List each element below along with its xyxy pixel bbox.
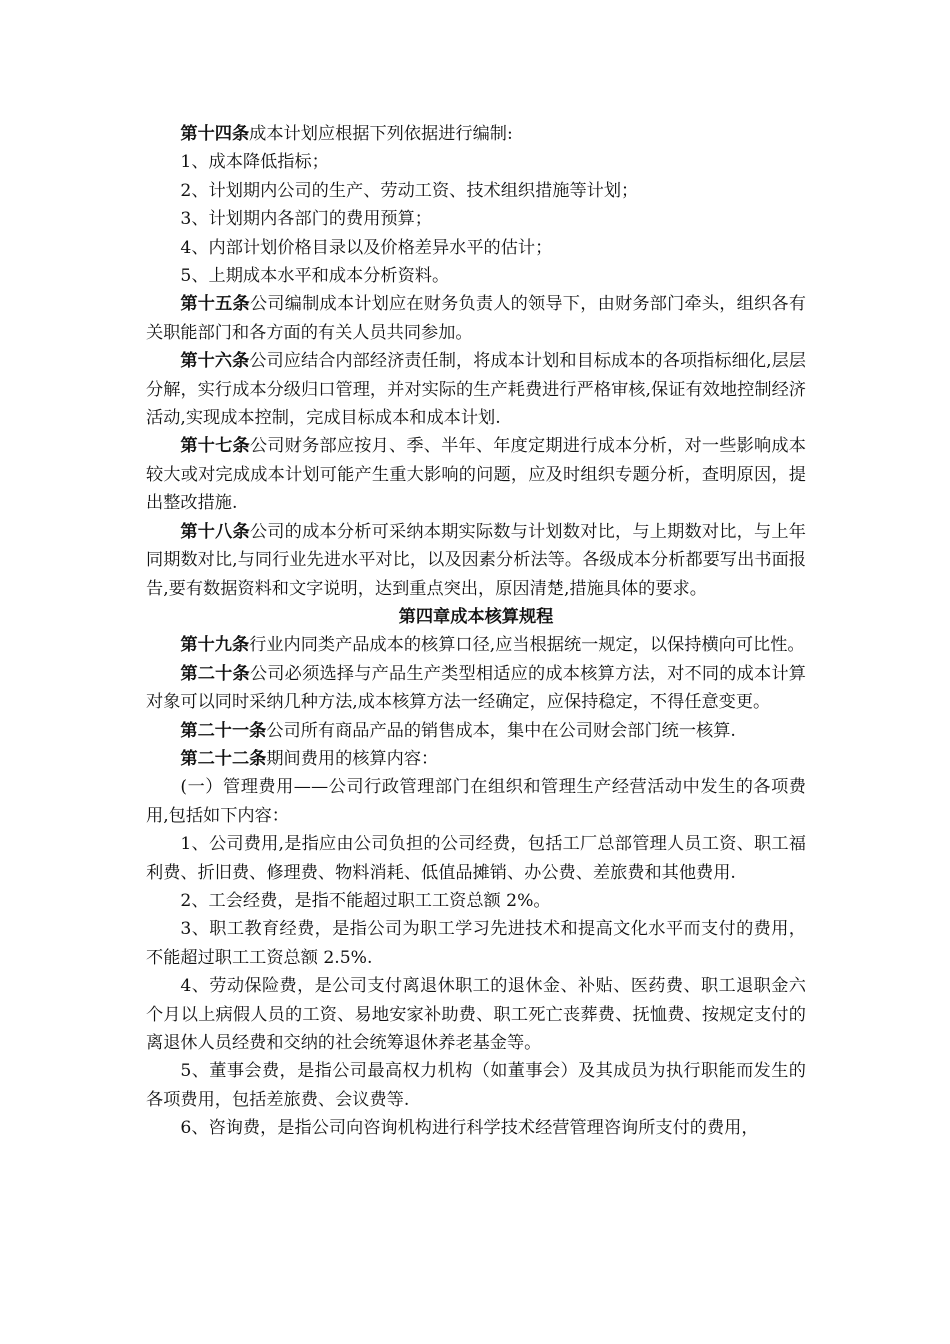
- expense-item-5: 5、董事会费，是指公司最高权力机构（如董事会）及其成员为执行职能而发生的各项费用，包括差旅费、会议费等.: [146, 1061, 806, 1110]
- article-label: 第十五条: [180, 294, 250, 315]
- article-text: 公司所有商品产品的销售成本，集中在公司财会部门统一核算.: [266, 720, 736, 741]
- article-label: 第二十二条: [180, 748, 267, 769]
- article-text: 成本计划应根据下列依据进行编制:: [249, 124, 513, 144]
- article-label: 第二十一条: [180, 720, 267, 741]
- article-text: 公司应结合内部经济责任制，将成本计划和目标成本的各项指标细化,层层分解，实行成本分级归口管理，并对实际的生产耗费进行严格审核,保证有效地控制经济活动,实现成本控制，完成目标成本和成本计划.: [146, 351, 806, 429]
- article-text: 行业内同类产品成本的核算口径,应当根据统一规定，以保持横向可比性。: [249, 635, 805, 656]
- expense-item-4: 4、劳动保险费，是公司支付离退休职工的退休金、补贴、医药费、职工退职金六个月以上病假人员的工资、易地安家补助费、职工死亡丧葬费、抚恤费、按规定支付的离退休人员经费和交纳的社会统筹退休养老基金等。: [146, 976, 806, 1053]
- article-label: 第十六条: [180, 351, 250, 372]
- document-page: [146, 120, 806, 1143]
- article-text: 公司的成本分析可采纳本期实际数与计划数对比，与上期数对比，与上年同期数对比,与同行业先进水平对比，以及因素分析法等。各级成本分析都要写出书面报告,要有数据资料和文字说明，达到重点突出，原因清楚,措施具体的要求。: [146, 521, 806, 599]
- article-17: [146, 432, 806, 517]
- article-label: 第二十条: [180, 663, 250, 684]
- article-label: 第十七条: [180, 436, 250, 457]
- article-18: [146, 518, 806, 603]
- chapter-title: 第四章成本核算规程: [398, 606, 554, 627]
- article-text: 公司必须选择与产品生产类型相适应的成本核算方法，对不同的成本计算对象可以同时采纳几种方法,成本核算方法一经确定，应保持稳定，不得任意变更。: [146, 663, 806, 713]
- article-21: [146, 717, 806, 745]
- article-text: 公司财务部应按月、季、半年、年度定期进行成本分析，对一些影响成本较大或对完成成本计划可能产生重大影响的问题，应及时组织专题分析，查明原因，提出整改措施.: [146, 436, 806, 514]
- article-text: 期间费用的核算内容：: [266, 748, 439, 769]
- section-admin-expenses: (一）管理费用——公司行政管理部门在组织和管理生产经营活动中发生的各项费用,包括如下内容：: [146, 777, 806, 826]
- article-20: [146, 660, 806, 717]
- article-label: 第十八条: [180, 521, 250, 542]
- article-label: 第十九条: [180, 635, 250, 656]
- expense-item-3: 3、职工教育经费，是指公司为职工学习先进技术和提高文化水平而支付的费用，不能超过职工工资总额 2.5%.: [146, 919, 806, 968]
- expense-item-1: 1、公司费用,是指应由公司负担的公司经费，包括工厂总部管理人员工资、职工福利费、折旧费、修理费、物料消耗、低值品摊销、办公费、差旅费和其他费用.: [146, 834, 806, 883]
- article-label: 第十四条: [180, 124, 250, 144]
- article-14-item-5: 5、上期成本水平和成本分析资料。: [180, 266, 450, 287]
- article-14-item-4: 4、内部计划价格目录以及价格差异水平的估计；: [180, 237, 553, 258]
- article-text: 公司编制成本计划应在财务负责人的领导下，由财务部门牵头，组织各有关职能部门和各方面的有关人员共同参加。: [146, 294, 806, 343]
- expense-item-6: 6、咨询费，是指公司向咨询机构进行科学技术经营管理咨询所支付的费用，: [180, 1118, 759, 1139]
- article-22: [146, 745, 806, 773]
- article-14: [146, 120, 806, 148]
- expense-item-2: 2、工会经费，是指不能超过职工工资总额 2%。: [180, 890, 551, 911]
- article-14-item-1: 1、成本降低指标；: [180, 152, 329, 173]
- article-15: [146, 290, 806, 347]
- article-14-item-2: 2、计划期内公司的生产、劳动工资、技术组织措施等计划；: [180, 180, 639, 201]
- article-16: [146, 347, 806, 432]
- article-19: [146, 631, 806, 659]
- article-14-item-3: 3、计划期内各部门的费用预算；: [180, 209, 432, 230]
